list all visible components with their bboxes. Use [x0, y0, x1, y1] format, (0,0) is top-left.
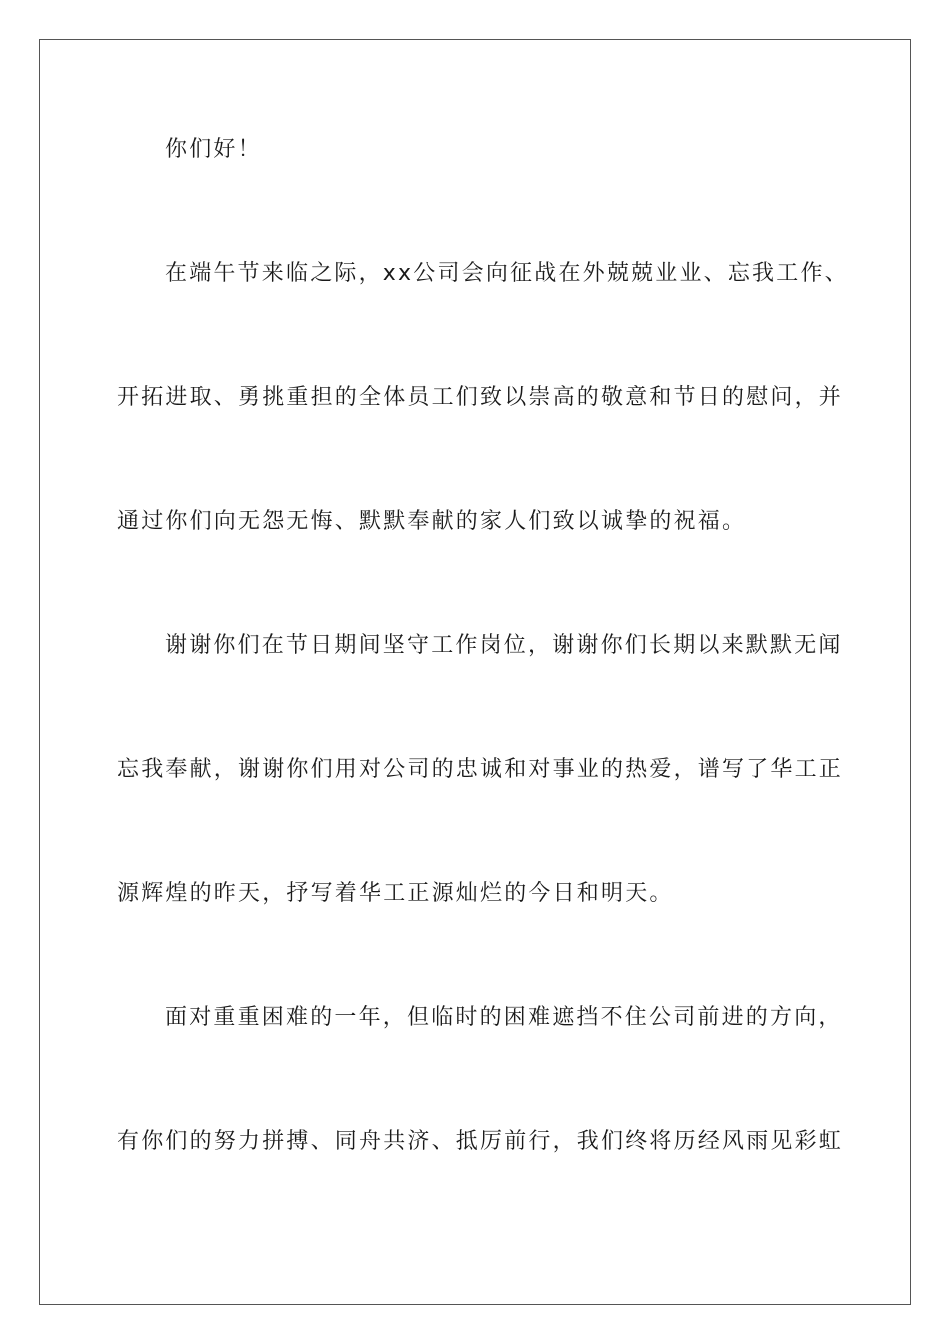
paragraph-2-line-3: 源辉煌的昨天，抒写着华工正源灿烂的今日和明天。: [117, 881, 674, 906]
paragraph-2-line-2: 忘我奉献，谢谢你们用对公司的忠诚和对事业的热爱，谱写了华工正: [117, 757, 844, 782]
greeting-line: 你们好！: [165, 137, 262, 162]
paragraph-1-line-1: 在端午节来临之际，xx公司会向征战在外兢兢业业、忘我工作、: [165, 261, 849, 286]
paragraph-1-line-3: 通过你们向无怨无悔、默默奉献的家人们致以诚挚的祝福。: [117, 509, 747, 534]
paragraph-1-line-2: 开拓进取、勇挑重担的全体员工们致以崇高的敬意和节日的慰问，并: [117, 385, 844, 410]
page-border: [39, 39, 911, 1305]
paragraph-3-line-2: 有你们的努力拼搏、同舟共济、抵厉前行，我们终将历经风雨见彩虹: [117, 1129, 844, 1154]
paragraph-3-line-1: 面对重重困难的一年，但临时的困难遮挡不住公司前进的方向，: [165, 1005, 843, 1030]
paragraph-2-line-1: 谢谢你们在节日期间坚守工作岗位，谢谢你们长期以来默默无闻: [165, 633, 843, 658]
